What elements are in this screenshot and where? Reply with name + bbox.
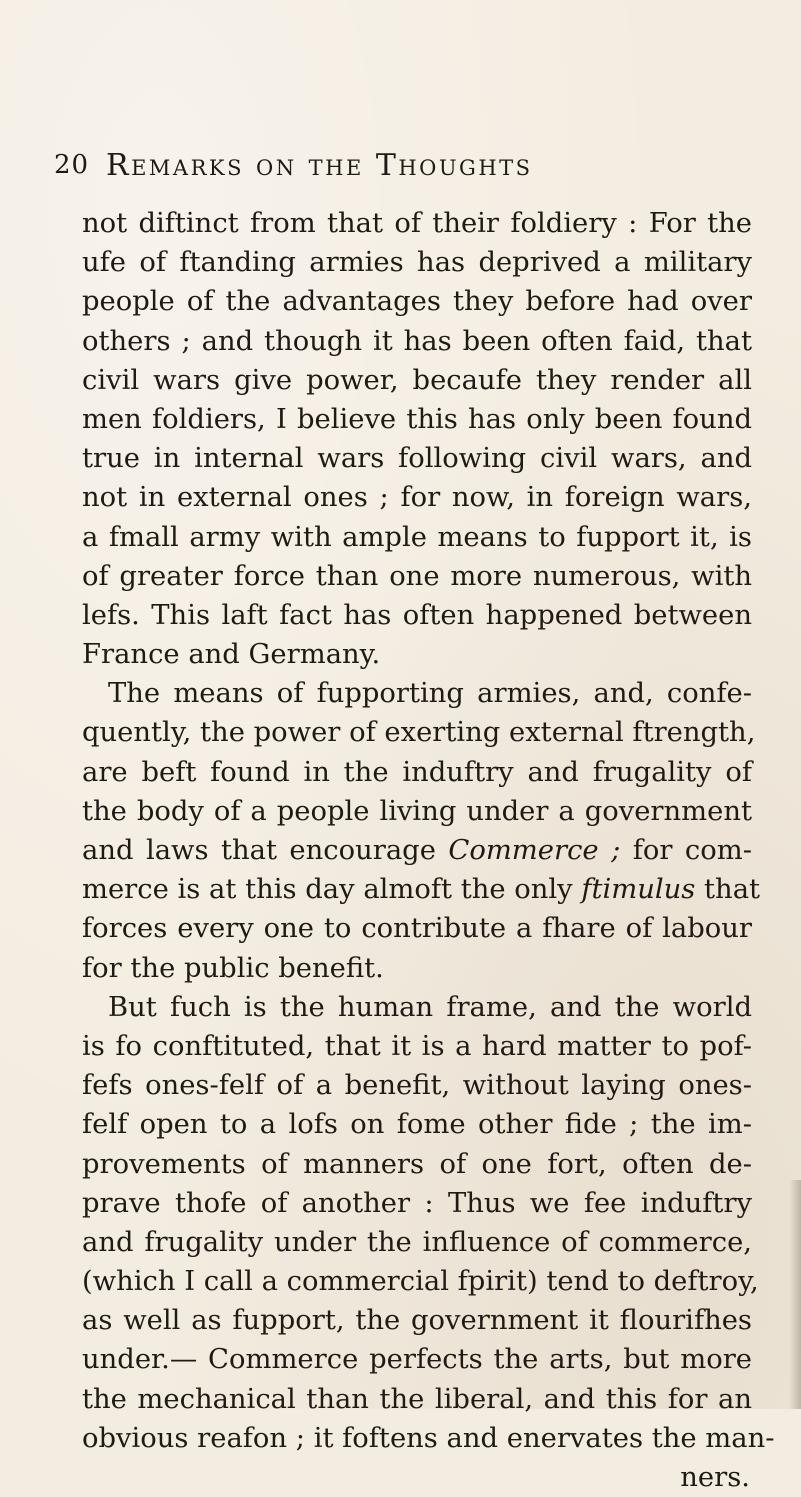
text-line: fefs ones-felf of a benefit, without laying ones- [82, 1070, 752, 1102]
text-line: quently, the power of exerting external ftrength, [82, 717, 756, 749]
body-text [82, 204, 775, 1497]
paragraph-start-line: But fuch is the human frame, and the world [108, 991, 752, 1023]
text-line: the body of a people living under a government [82, 795, 752, 827]
text-line: obvious reafon ; it foftens and enervates the man- [82, 1422, 775, 1454]
text-line: under.— Commerce perfects the arts, but more [82, 1344, 752, 1376]
text-line: not diftinct from that of their foldiery : For the [82, 208, 752, 239]
text-line: felf open to a lofs on fome other fide ; the im- [82, 1109, 752, 1141]
text-line: others ; and though it has been often faid, that [82, 325, 752, 357]
text-line: the mechanical than the liberal, and this for an [82, 1383, 752, 1415]
text-line: not in external ones ; for now, in foreign wars, [82, 482, 752, 514]
text-line: France and Germany. [82, 639, 381, 671]
page-edge-shadow [789, 1180, 801, 1409]
text-line: for the public benefit. [82, 952, 384, 984]
text-line: and frugality under the influence of commerce, [82, 1226, 752, 1258]
text-line: people of the advantages they before had over [82, 286, 752, 318]
italic-term: Commerce ; [448, 835, 621, 866]
running-head: Remarks on the Thoughts [106, 148, 533, 183]
text-line: lefs. This laft fact has often happened between [82, 599, 752, 631]
catchword-line: ners. [680, 1462, 750, 1493]
text-line: as well as fupport, the government it flourifhes [82, 1305, 752, 1337]
text-line: is fo conftituted, that it is a hard matter to pof- [82, 1030, 752, 1062]
text-line: are beft found in the induftry and frugality of [82, 756, 752, 788]
text-line: ufe of ftanding armies has deprived a military [82, 247, 752, 279]
italic-term: ftimulus [581, 874, 696, 906]
text-line: of greater force than one more numerous, with [82, 560, 752, 592]
paragraph-start-line: The means of fupporting armies, and, confe- [108, 678, 752, 710]
text-line: men foldiers, I believe this has only been found [82, 403, 752, 435]
text-line: true in internal wars following civil wars, and [82, 443, 752, 475]
text-line: civil wars give power, becaufe they render all [82, 364, 752, 396]
text-line: forces every one to contribute a fhare of labour [82, 913, 752, 945]
text-line: prave thofe of another : Thus we fee induftry [82, 1187, 752, 1219]
text-line: (which I call a commercial fpirit) tend to deftroy, [82, 1266, 759, 1298]
text-line: provements of manners of one fort, often de- [82, 1148, 752, 1180]
text-line: merce is at this day almoft the only ftimulus that [82, 874, 761, 906]
page-header [0, 150, 801, 190]
text-line: and laws that encourage Commerce ; for com- [82, 835, 752, 866]
text-line: a fmall army with ample means to fupport it, is [82, 521, 752, 553]
page-number: 20 [54, 150, 90, 180]
